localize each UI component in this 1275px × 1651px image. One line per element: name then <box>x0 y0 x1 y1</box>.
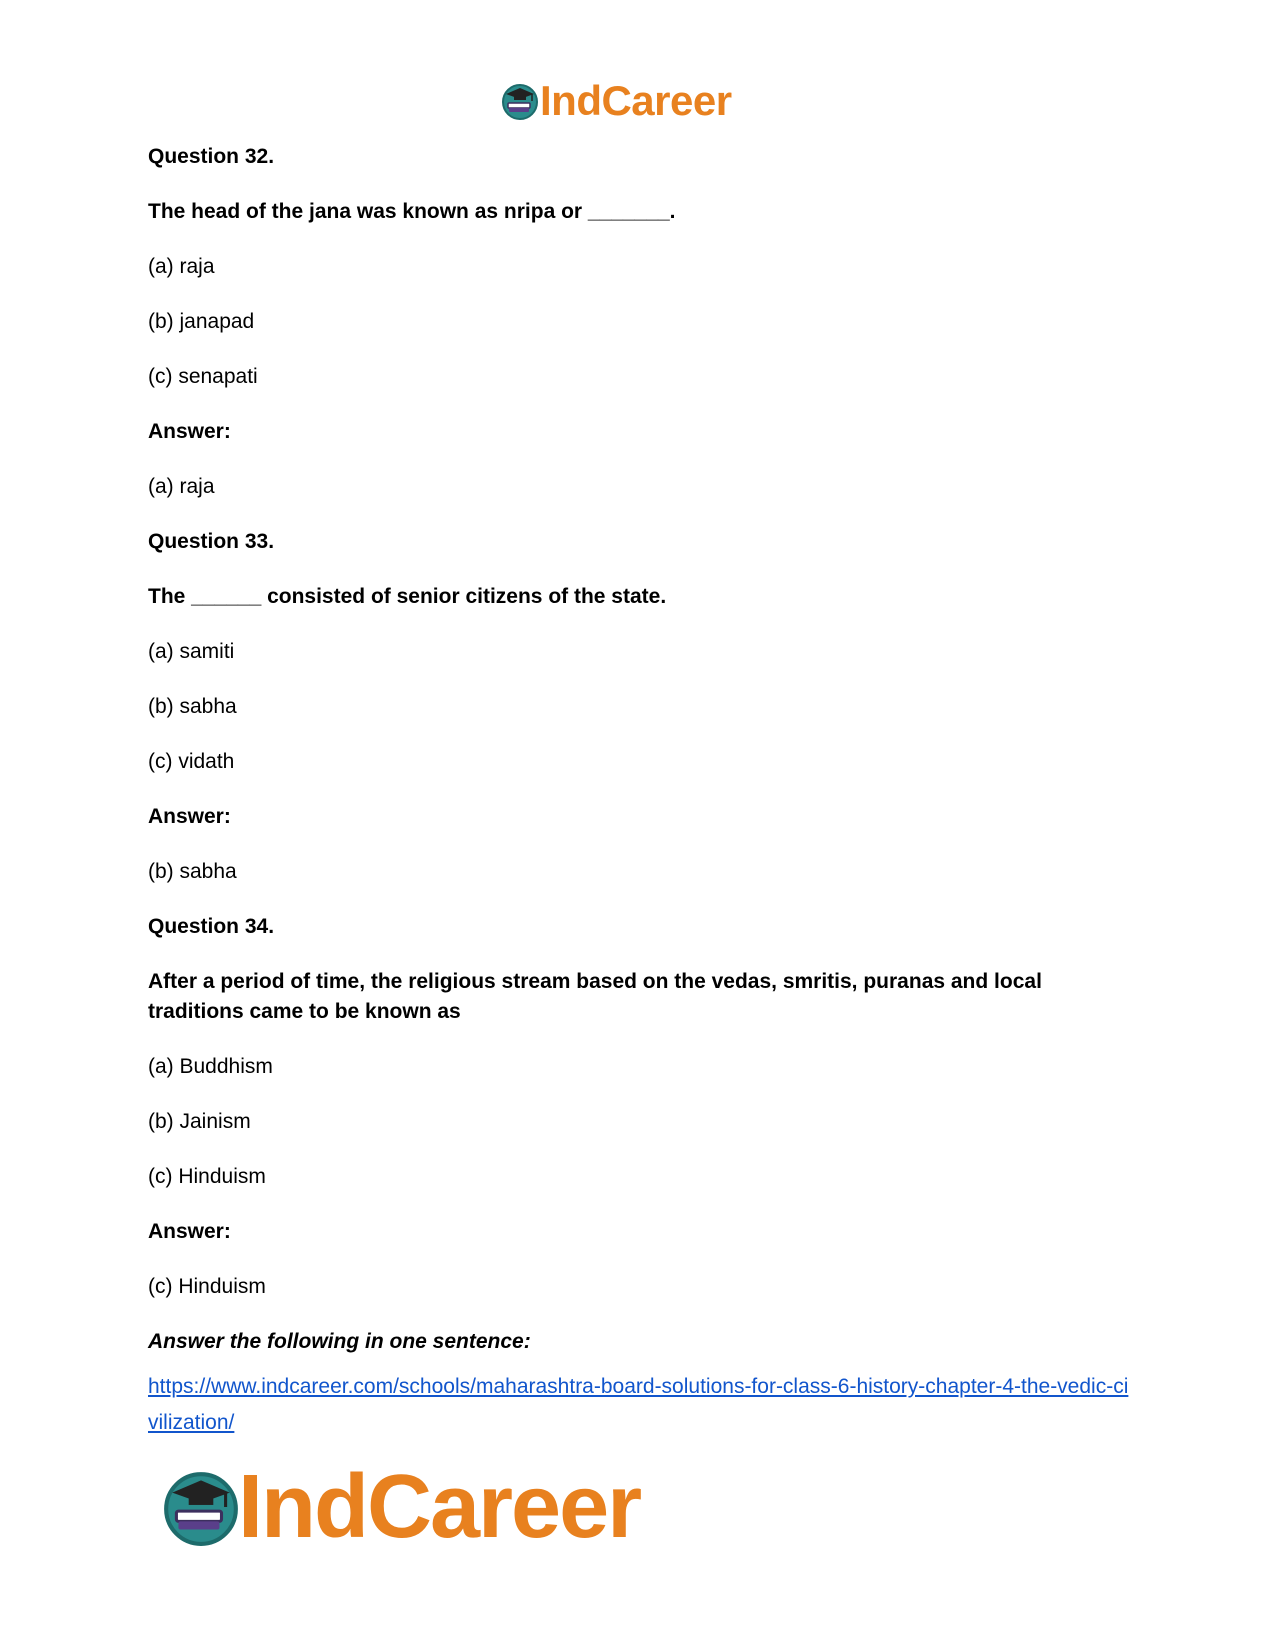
option: (a) raja <box>148 255 215 278</box>
answer-text: (b) sabha <box>148 860 237 883</box>
question-label: Question 33. <box>148 530 275 553</box>
answer-label: Answer: <box>148 420 231 443</box>
document-body <box>148 142 1133 1441</box>
globe-graduation-cap-icon <box>160 1466 242 1548</box>
option: (c) senapati <box>148 365 258 388</box>
footer-logo <box>160 1457 641 1557</box>
option: (c) Hinduism <box>148 1165 266 1188</box>
answer-text: (a) raja <box>148 475 215 498</box>
section-heading: Answer the following in one sentence: <box>148 1330 531 1353</box>
question-text: The head of the jana was known as nripa or _______. <box>148 200 676 223</box>
footer-logo-text: IndCareer <box>238 1457 641 1557</box>
option: (b) Jainism <box>148 1110 251 1133</box>
header-logo <box>500 77 732 124</box>
option: (c) vidath <box>148 750 235 773</box>
question-label: Question 32. <box>148 145 275 168</box>
option: (b) sabha <box>148 695 237 718</box>
question-label: Question 34. <box>148 915 275 938</box>
question-text: The ______ consisted of senior citizens of the state. <box>148 585 667 608</box>
answer-text: (c) Hinduism <box>148 1275 266 1298</box>
option: (b) janapad <box>148 310 255 333</box>
question-text: After a period of time, the religious stream based on the vedas, smritis, puranas and local traditions came to be known as <box>148 970 1042 1023</box>
option: (a) samiti <box>148 640 235 663</box>
globe-graduation-cap-icon <box>500 81 540 121</box>
option: (a) Buddhism <box>148 1055 273 1078</box>
source-link[interactable]: https://www.indcareer.com/schools/maharashtra-board-solutions-for-class-6-history-chapter-4-the-vedic-civilization/ <box>148 1375 1129 1434</box>
answer-label: Answer: <box>148 1220 231 1243</box>
header-logo-text: IndCareer <box>540 77 732 124</box>
answer-label: Answer: <box>148 805 231 828</box>
